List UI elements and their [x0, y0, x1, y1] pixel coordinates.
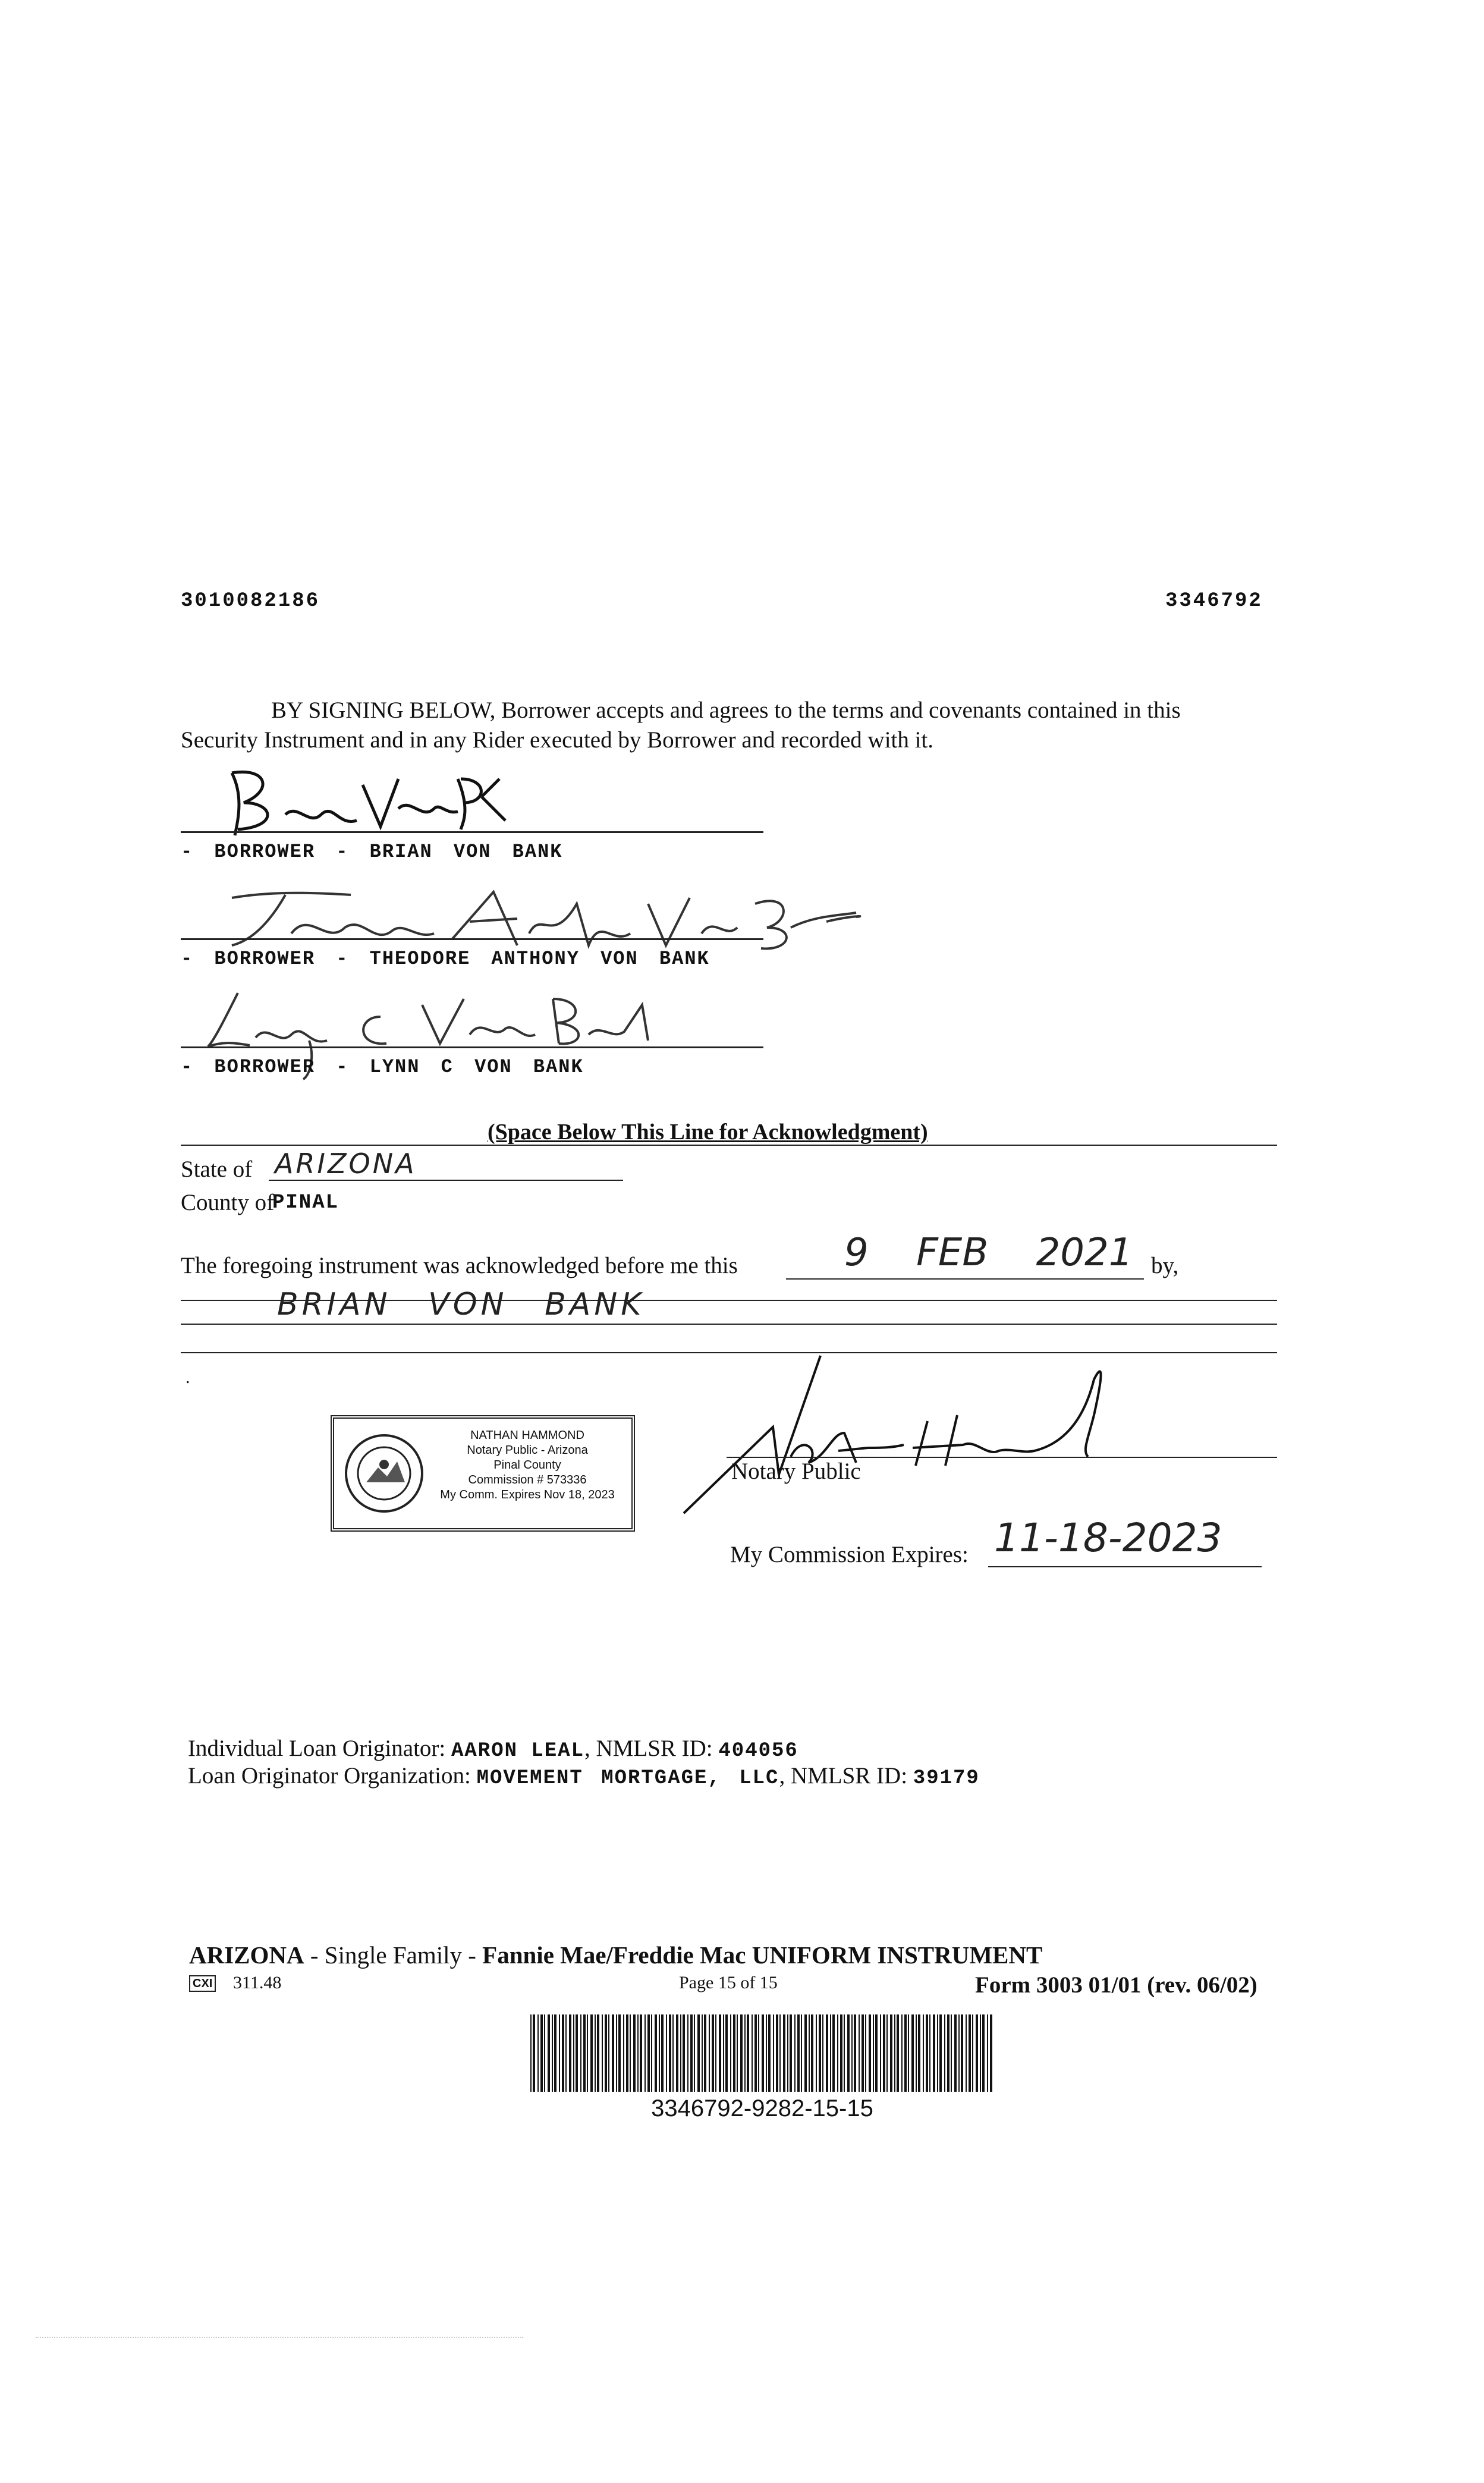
individual-nmlsr-label: , NMLSR ID: — [584, 1736, 713, 1761]
document-number: 3346792 — [1165, 590, 1263, 612]
loan-number: 3010082186 — [181, 590, 320, 612]
notary-seal — [331, 1415, 635, 1532]
footer-instrument: Fannie Mae/Freddie Mac UNIFORM INSTRUMENT — [482, 1941, 1043, 1969]
barcode — [530, 2014, 994, 2092]
borrower-2-signature-line — [181, 938, 763, 940]
stray-dot: . — [186, 1368, 190, 1387]
individual-originator-line — [188, 1735, 798, 1762]
commission-line — [988, 1566, 1262, 1567]
intro-line-2: Security Instrument and in any Rider executed by Borrower and recorded with it. — [181, 727, 934, 753]
organization-originator-label: Loan Originator Organization: — [188, 1763, 471, 1789]
state-value: ARIZONA — [275, 1148, 417, 1180]
seal-line-2: Notary Public - Arizona — [467, 1444, 588, 1457]
foregoing-text: The foregoing instrument was acknowledged before me this — [181, 1253, 738, 1278]
name-line-middle — [181, 1324, 1277, 1325]
borrower-1-signature-line — [181, 831, 763, 833]
individual-nmlsr-id: 404056 — [718, 1740, 798, 1762]
date-line — [786, 1278, 1144, 1280]
intro-line-1: BY SIGNING BELOW, Borrower accepts and agrees to the terms and covenants contained in this — [271, 697, 1181, 723]
individual-originator-name: AARON LEAL — [451, 1740, 585, 1762]
page-number: Page 15 of 15 — [679, 1973, 778, 1992]
seal-line-4: Commission # 573336 — [468, 1473, 587, 1486]
acknowledged-name: BRIAN VON BANK — [277, 1287, 645, 1322]
organization-originator-name: MOVEMENT MORTGAGE, LLC — [476, 1767, 779, 1790]
commission-expires-label: My Commission Expires: — [730, 1542, 969, 1567]
state-seal-icon — [342, 1432, 426, 1515]
individual-originator-label: Individual Loan Originator: — [188, 1736, 446, 1761]
borrower-1-label: - BORROWER - BRIAN VON BANK — [181, 841, 563, 863]
seal-line-5: My Comm. Expires Nov 18, 2023 — [440, 1488, 615, 1501]
form-number: Form 3003 01/01 (rev. 06/02) — [975, 1972, 1257, 1998]
barcode-text: 3346792-9282-15-15 — [651, 2095, 873, 2121]
form-footer-title — [189, 1941, 1042, 1969]
commission-expires-value: 11-18-2023 — [994, 1515, 1222, 1561]
borrower-3-signature-line — [181, 1046, 763, 1048]
state-line — [269, 1180, 623, 1181]
county-label: County of — [181, 1190, 275, 1215]
organization-nmlsr-id: 39179 — [913, 1767, 980, 1790]
acknowledgment-heading: (Space Below This Line for Acknowledgment) — [488, 1120, 928, 1145]
form-code: 311.48 — [233, 1973, 282, 1992]
footer-state: ARIZONA — [189, 1941, 304, 1969]
form-code-icon: CXI — [189, 1975, 216, 1992]
state-label: State of — [181, 1156, 253, 1182]
borrower-3-label: - BORROWER - LYNN C VON BANK — [181, 1056, 584, 1078]
borrower-1-signature — [220, 761, 529, 838]
by-text: by, — [1151, 1253, 1179, 1278]
notary-signature — [678, 1344, 1165, 1516]
scan-artifact-line — [36, 2337, 523, 2338]
notary-public-label: Notary Public — [731, 1459, 861, 1484]
organization-originator-line — [188, 1762, 980, 1790]
borrower-2-label: - BORROWER - THEODORE ANTHONY VON BANK — [181, 948, 710, 970]
footer-description: - Single Family - — [304, 1941, 483, 1969]
acknowledgment-date: 9 FEB 2021 — [844, 1231, 1133, 1275]
seal-notary-name: NATHAN HAMMOND — [470, 1429, 584, 1442]
county-value: PINAL — [272, 1192, 339, 1214]
organization-nmlsr-label: , NMLSR ID: — [779, 1763, 908, 1789]
seal-line-3: Pinal County — [493, 1459, 561, 1472]
barcode-bars — [530, 2014, 994, 2092]
